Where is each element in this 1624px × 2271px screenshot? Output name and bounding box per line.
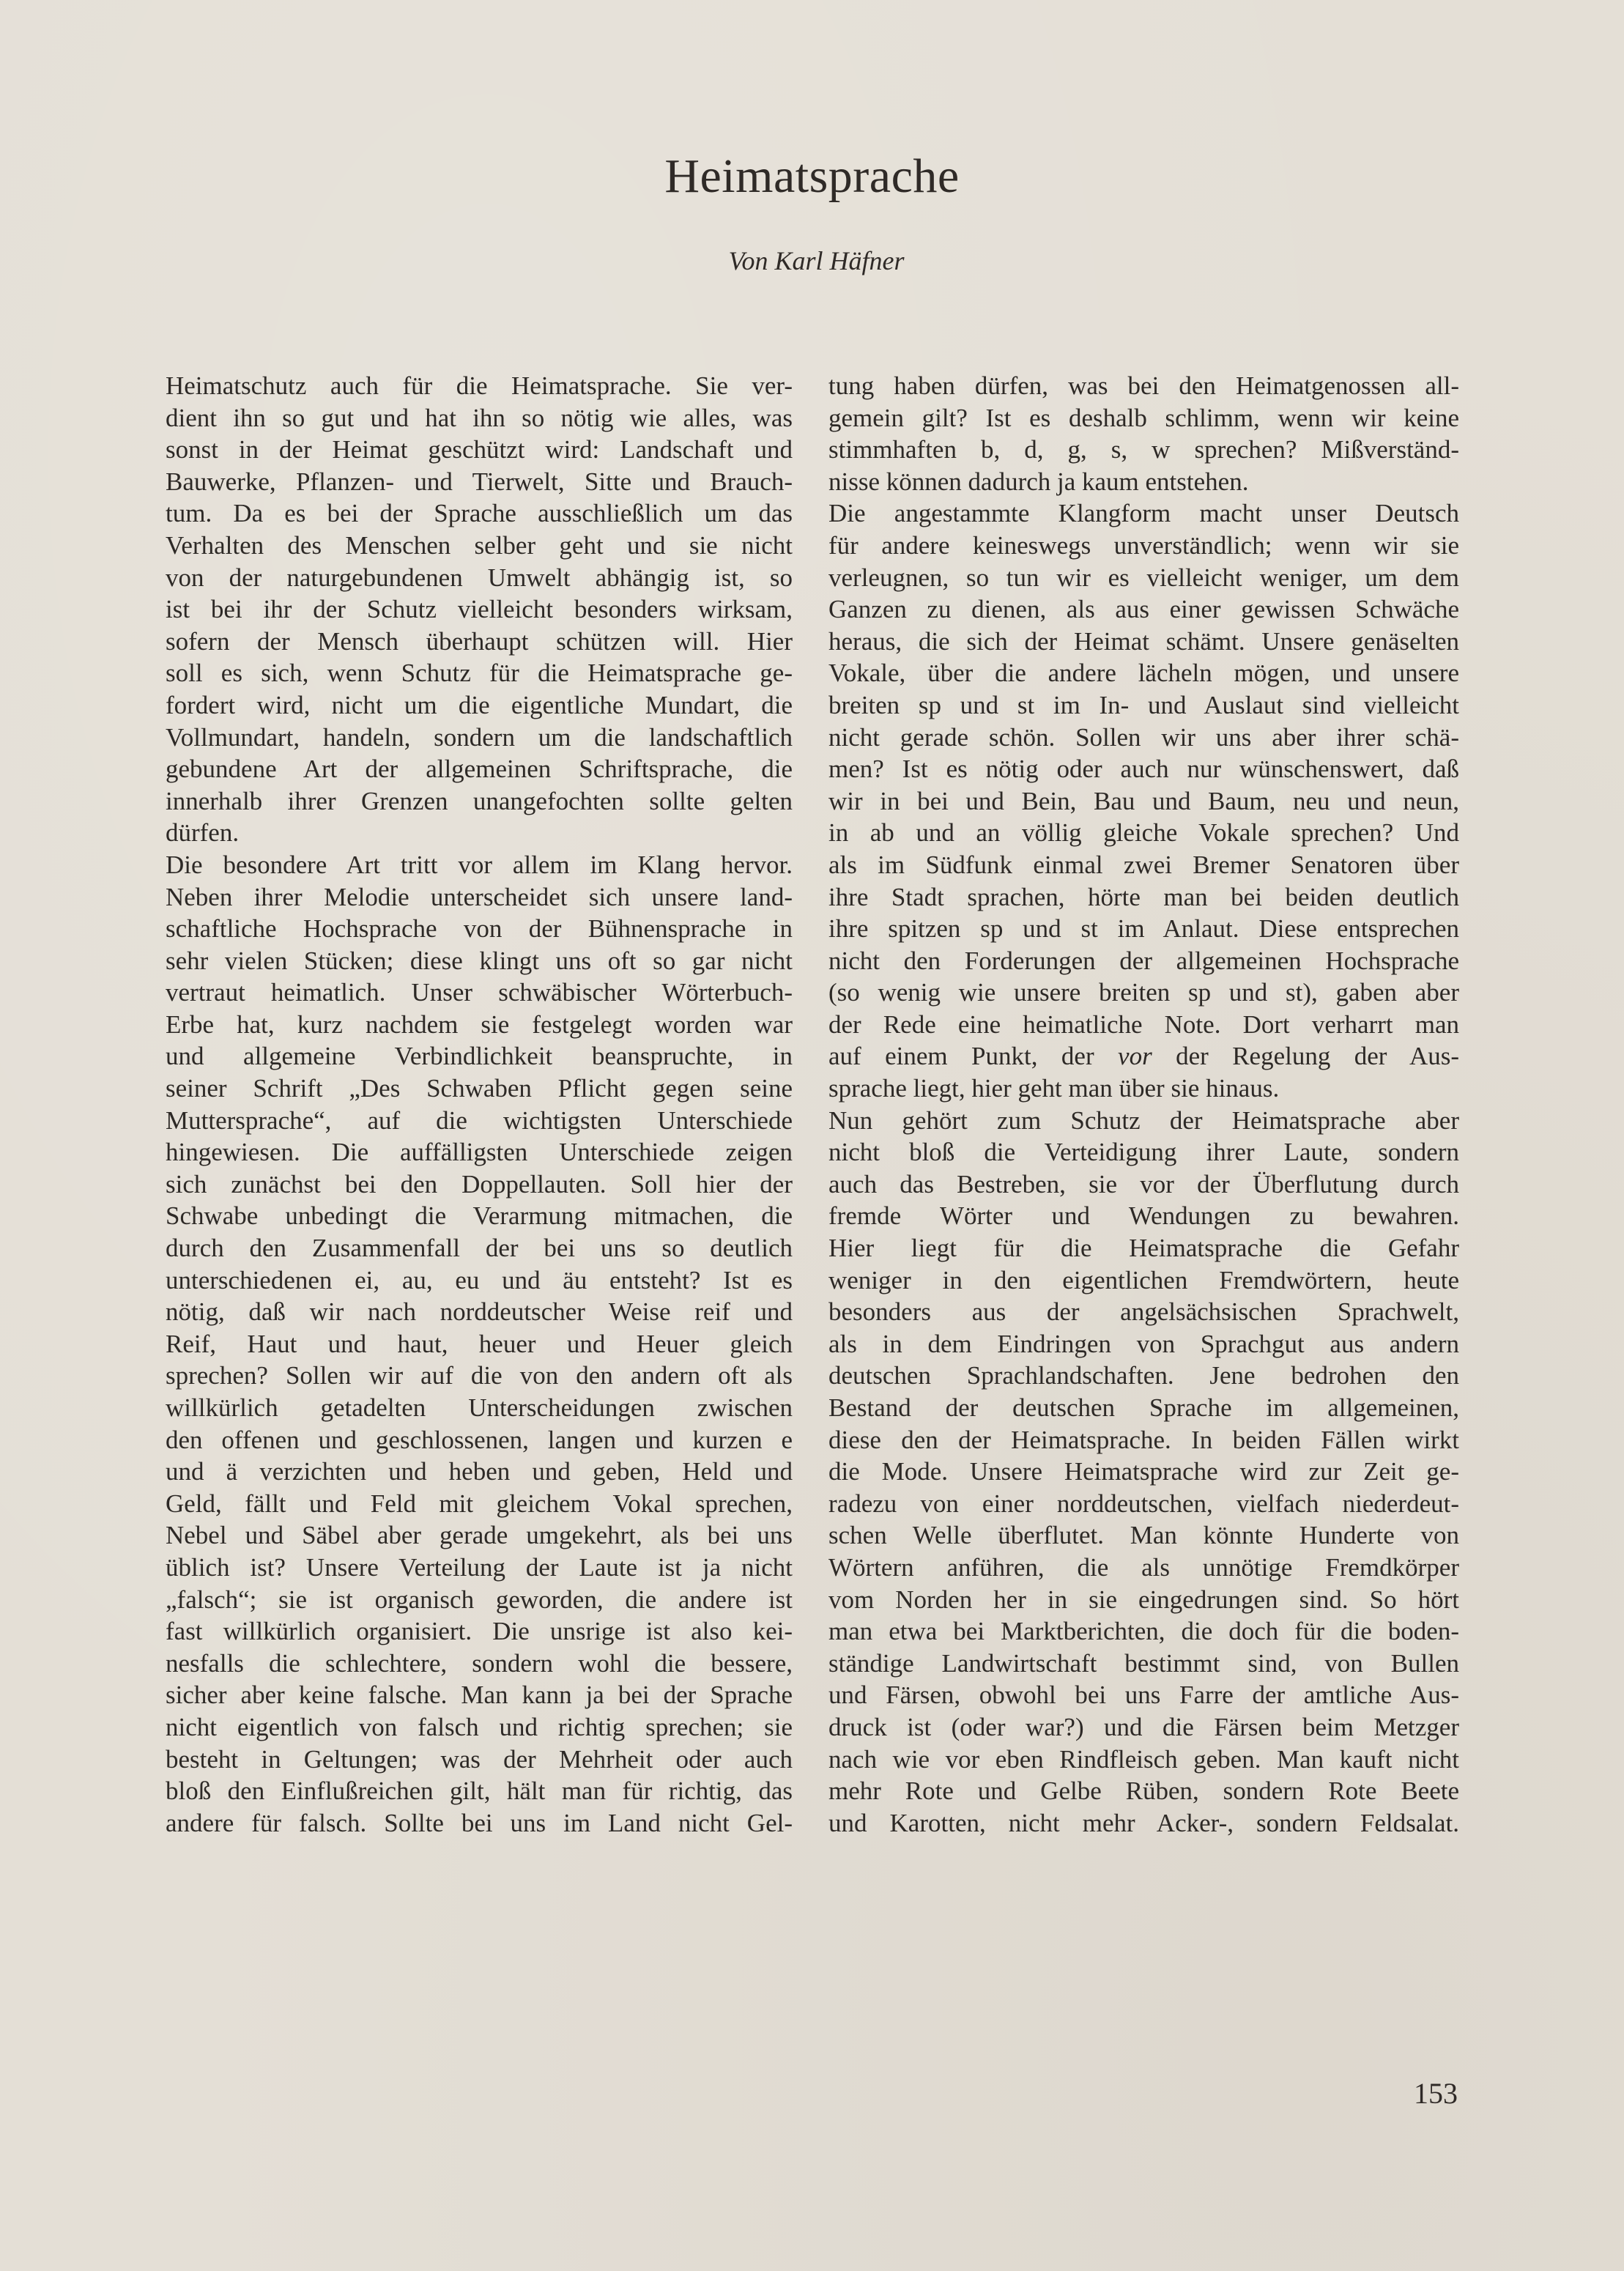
text-line: dürfen.	[166, 818, 240, 848]
text-line: üblich ist? Unsere Verteilung der Laute ist ja nicht	[166, 1552, 793, 1582]
text-line: den offenen und geschlossenen, langen und kurzen e	[166, 1425, 793, 1454]
text-column-right	[828, 370, 1459, 1839]
text-line: Ganzen zu dienen, als aus einer gewissen Schwäche	[828, 595, 1459, 624]
text-line: von der naturgebundenen Umwelt abhängig ist, so	[166, 563, 793, 592]
text-line: Verhalten des Menschen selber geht und sie nicht	[166, 530, 793, 560]
text-line: radezu von einer norddeutschen, vielfach niederdeut-	[828, 1489, 1459, 1518]
text-line: wir in bei und Bein, Bau und Baum, neu und neun,	[828, 786, 1459, 815]
text-line: Reif, Haut und haut, heuer und Heuer gleich	[166, 1329, 793, 1358]
text-line: Wörtern anführen, die als unnötige Fremdkörper	[828, 1552, 1459, 1582]
text-line: Nebel und Säbel aber gerade umgekehrt, als bei uns	[166, 1521, 793, 1550]
text-line: bloß den Einflußreichen gilt, hält man für richtig, das	[166, 1777, 793, 1806]
text-line: fremde Wörter und Wendungen zu bewahren.	[828, 1201, 1459, 1231]
text-line: schaftliche Hochsprache von der Bühnensprache in	[166, 914, 793, 944]
text-line: stimmhaften b, d, g, s, w sprechen? Mißverständ-	[828, 435, 1459, 464]
text-line: vom Norden her in sie eingedrungen sind. So hört	[828, 1585, 1459, 1614]
emphasized-word: vor	[1118, 1042, 1152, 1071]
text-line: nesfalls die schlechtere, sondern wohl die bessere,	[166, 1648, 793, 1678]
text-line: Bauwerke, Pflanzen- und Tierwelt, Sitte und Brauch-	[166, 467, 793, 496]
text-line: Erbe hat, kurz nachdem sie festgelegt worden war	[166, 1009, 793, 1039]
text-line: andere für falsch. Sollte bei uns im Land nicht Gel-	[166, 1808, 793, 1837]
text-line: durch den Zusammenfall der bei uns so deutlich	[166, 1234, 793, 1263]
text-line: Geld, fällt und Feld mit gleichem Vokal sprechen,	[166, 1489, 793, 1518]
text-line: und Karotten, nicht mehr Acker-, sondern Feldsalat.	[828, 1808, 1459, 1837]
text-line: Vollmundart, handeln, sondern um die landschaftlich	[166, 722, 793, 752]
text-line: und Färsen, obwohl bei uns Farre der amtliche Aus-	[828, 1681, 1459, 1710]
text-line: sicher aber keine falsche. Man kann ja bei der Sprache	[166, 1681, 793, 1710]
text-line: verleugnen, so tun wir es vielleicht weniger, um dem	[828, 563, 1459, 592]
text-line: breiten sp und st im In- und Auslaut sind vielleicht	[828, 690, 1459, 719]
text-line-with-emphasis	[828, 1040, 1459, 1072]
text-line: man etwa bei Marktberichten, die doch für die boden-	[828, 1617, 1459, 1646]
text-line: Neben ihrer Melodie unterscheidet sich unsere land-	[166, 882, 793, 911]
text-line: und ä verzichten und heben und geben, Held und	[166, 1457, 793, 1486]
text-line: Nun gehört zum Schutz der Heimatsprache aber	[828, 1105, 1459, 1135]
text-line: men? Ist es nötig oder auch nur wünschenswert, daß	[828, 755, 1459, 784]
text-segment: auf einem Punkt, der	[828, 1042, 1119, 1071]
text-line: deutschen Sprachlandschaften. Jene bedrohen den	[828, 1361, 1459, 1390]
text-line: Die besondere Art tritt vor allem im Klang hervor.	[166, 850, 793, 879]
text-line: sonst in der Heimat geschützt wird: Landschaft und	[166, 435, 793, 464]
text-line: Schwabe unbedingt die Verarmung mitmachen, die	[166, 1201, 793, 1231]
text-line: unterschiedenen ei, au, eu und äu entsteht? Ist es	[166, 1265, 793, 1294]
text-line: Heimatschutz auch für die Heimatsprache. Sie ver-	[166, 371, 793, 400]
text-line: diese den der Heimatsprache. In beiden Fällen wirkt	[828, 1425, 1459, 1454]
text-line: weniger in den eigentlichen Fremdwörtern, heute	[828, 1265, 1459, 1294]
text-line: willkürlich getadelten Unterscheidungen zwischen	[166, 1393, 793, 1422]
text-line: nisse können dadurch ja kaum entstehen.	[828, 467, 1249, 496]
text-column-left	[166, 370, 793, 1839]
text-line: „falsch“; sie ist organisch geworden, die andere ist	[166, 1585, 793, 1614]
text-line: schen Welle überflutet. Man könnte Hunderte von	[828, 1521, 1459, 1550]
text-line: sofern der Mensch überhaupt schützen will. Hier	[166, 626, 793, 656]
article-byline: Von Karl Häfner	[728, 246, 905, 275]
text-line: heraus, die sich der Heimat schämt. Unsere genäselten	[828, 626, 1459, 656]
text-line: druck ist (oder war?) und die Färsen beim Metzger	[828, 1712, 1459, 1741]
article-title: Heimatsprache	[664, 149, 960, 203]
text-line: dient ihn so gut und hat ihn so nötig wie alles, was	[166, 403, 793, 432]
text-line: besonders aus der angelsächsischen Sprachwelt,	[828, 1297, 1459, 1327]
text-line: ist bei ihr der Schutz vielleicht besonders wirksam,	[166, 595, 793, 624]
text-line: nicht den Forderungen der allgemeinen Hochsprache	[828, 946, 1459, 975]
text-line: nötig, daß wir nach norddeutscher Weise reif und	[166, 1297, 793, 1327]
text-line: Bestand der deutschen Sprache im allgemeinen,	[828, 1393, 1459, 1422]
text-line: besteht in Geltungen; was der Mehrheit oder auch	[166, 1744, 793, 1774]
text-line: als im Südfunk einmal zwei Bremer Senatoren über	[828, 850, 1459, 879]
text-line: soll es sich, wenn Schutz für die Heimatsprache ge-	[166, 659, 793, 688]
text-line: gebundene Art der allgemeinen Schriftsprache, die	[166, 755, 793, 784]
text-line: sprechen? Sollen wir auf die von den andern oft als	[166, 1361, 793, 1390]
text-line: sehr vielen Stücken; diese klingt uns oft so gar nicht	[166, 946, 793, 975]
page-number: 153	[1414, 2077, 1458, 2110]
text-line: Muttersprache“, auf die wichtigsten Unterschiede	[166, 1105, 793, 1135]
text-line: sprache liegt, hier geht man über sie hinaus.	[828, 1074, 1280, 1103]
text-line: ständige Landwirtschaft bestimmt sind, von Bullen	[828, 1648, 1459, 1678]
text-line: in ab und an völlig gleiche Vokale sprechen? Und	[828, 818, 1459, 848]
text-line: hingewiesen. Die auffälligsten Unterschiede zeigen	[166, 1138, 793, 1167]
text-line: auch das Bestreben, sie vor der Überflutung durch	[828, 1169, 1459, 1199]
text-line: der Rede eine heimatliche Note. Dort verharrt man	[828, 1009, 1459, 1039]
text-line: nicht eigentlich von falsch und richtig sprechen; sie	[166, 1712, 793, 1741]
text-line: und allgemeine Verbindlichkeit beanspruchte, in	[166, 1042, 793, 1071]
text-line: fast willkürlich organisiert. Die unsrige ist also kei-	[166, 1617, 793, 1646]
text-line: gemein gilt? Ist es deshalb schlimm, wenn wir keine	[828, 403, 1459, 432]
text-line: als in dem Eindringen von Sprachgut aus andern	[828, 1329, 1459, 1358]
text-line: die Mode. Unsere Heimatsprache wird zur Zeit ge-	[828, 1457, 1459, 1486]
text-line: für andere keineswegs unverständlich; wenn wir sie	[828, 530, 1459, 560]
text-line: tung haben dürfen, was bei den Heimatgenossen all-	[828, 371, 1459, 400]
text-line: mehr Rote und Gelbe Rüben, sondern Rote Beete	[828, 1777, 1459, 1806]
text-line: (so wenig wie unsere breiten sp und st), gaben aber	[828, 978, 1459, 1007]
text-line: nicht bloß die Verteidigung ihrer Laute, sondern	[828, 1138, 1459, 1167]
text-line: Die angestammte Klangform macht unser Deutsch	[828, 499, 1459, 528]
text-line: innerhalb ihrer Grenzen unangefochten sollte gelten	[166, 786, 793, 815]
text-line: fordert wird, nicht um die eigentliche Mundart, die	[166, 690, 793, 719]
text-line: ihre spitzen sp und st im Anlaut. Diese entsprechen	[828, 914, 1459, 944]
text-line: sich zunächst bei den Doppellauten. Soll hier der	[166, 1169, 793, 1199]
text-line: Vokale, über die andere lächeln mögen, und unsere	[828, 659, 1459, 688]
text-line: vertraut heimatlich. Unser schwäbischer Wörterbuch-	[166, 978, 793, 1007]
text-line: Hier liegt für die Heimatsprache die Gefahr	[828, 1234, 1459, 1263]
text-line: tum. Da es bei der Sprache ausschließlich um das	[166, 499, 793, 528]
text-line: ihre Stadt sprachen, hörte man bei beiden deutlich	[828, 882, 1459, 911]
text-line: nach wie vor eben Rindfleisch geben. Man kauft nicht	[828, 1744, 1459, 1774]
text-line: nicht gerade schön. Sollen wir uns aber ihrer schä-	[828, 722, 1459, 752]
text-line: seiner Schrift „Des Schwaben Pflicht gegen seine	[166, 1074, 793, 1103]
text-segment: der Regelung der Aus-	[1152, 1042, 1460, 1071]
